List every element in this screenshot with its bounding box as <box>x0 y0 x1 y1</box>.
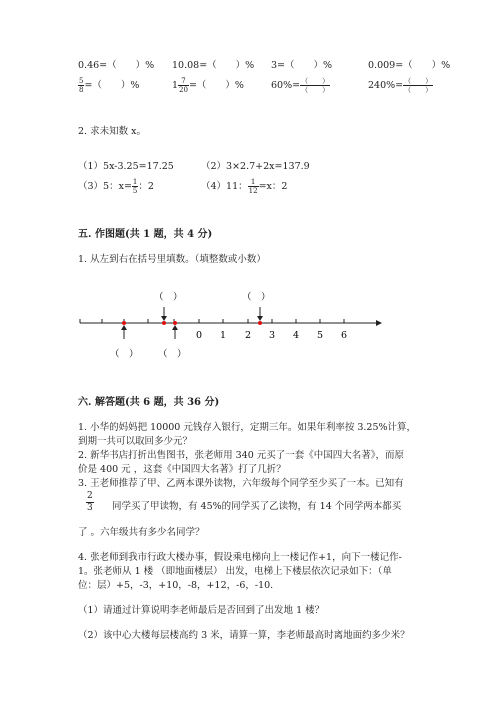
conversion-item: 3=（ ）% <box>271 60 333 71</box>
question-title: 2. 求未知数 x。 <box>78 126 146 137</box>
answer-blank: （ ） <box>242 292 271 303</box>
tick-label: 5 <box>316 330 324 341</box>
section-heading: 五. 作图题(共 1 题，共 4 分) <box>78 229 213 240</box>
equation: （1）5x-3.25=17.25 <box>78 161 174 172</box>
question-text: 到期一共可以取回多少元？ <box>78 436 193 447</box>
fraction-denominator: （ ） <box>404 86 433 94</box>
fraction-numerator: 2 <box>87 491 93 501</box>
fraction-numerator: 1 <box>132 178 138 186</box>
fraction <box>86 491 94 514</box>
conversion-item <box>78 77 139 94</box>
tick-label: 3 <box>268 330 276 341</box>
number-line-arrowhead <box>376 320 382 326</box>
fraction <box>178 77 189 94</box>
answer-blank: （ ） <box>158 349 187 360</box>
fraction-numerator: （ ） <box>301 77 330 85</box>
down-arrow-icon <box>161 316 167 321</box>
down-arrow-icon <box>257 316 263 321</box>
conversion-rest: =（ ）% <box>188 80 244 91</box>
equation-pre: （4）11： <box>201 181 248 192</box>
equation <box>201 178 287 195</box>
question-text: 位：层）+5，-3，+10，-8，+12，-6，-10. <box>78 580 274 591</box>
conversion-rest: =（ ）% <box>84 80 140 91</box>
conversion-item: 0.009=（ ）% <box>368 60 451 71</box>
equation-pre: （3）5：x= <box>78 181 132 192</box>
sub-question: （2）该中心大楼每层楼高约 3 米，请算一算，李老师最高时离地面约多少米？ <box>78 630 410 641</box>
fraction-numerator: 7 <box>178 77 189 86</box>
conversion-item <box>271 77 330 94</box>
red-point <box>122 321 126 325</box>
equation: （2）3×2.7+2x=137.9 <box>201 161 310 172</box>
conversion-item <box>368 77 433 94</box>
fraction-numerator: 5 <box>79 77 84 85</box>
equation-post: ：2 <box>138 181 154 192</box>
answer-blank: （ ） <box>154 292 183 303</box>
fraction-denominator: 5 <box>132 187 138 195</box>
fraction-denominator: 20 <box>179 86 188 94</box>
conversion-pre: 240%= <box>368 80 404 91</box>
red-point <box>162 321 166 325</box>
question-text: 2. 新华书店打折出售图书，张老师用 340 元买了一套《中国四大名著》，而原 <box>78 450 405 461</box>
tick-label: 6 <box>340 330 348 341</box>
red-point <box>258 321 262 325</box>
up-arrow-icon <box>172 325 178 330</box>
question-text: 1. 小华的妈妈把 10000 元钱存入银行，定期三年。如果年利率按 3.25%计算， <box>78 422 417 433</box>
fraction <box>248 178 259 195</box>
fraction <box>403 77 433 94</box>
tick-label: 4 <box>292 330 300 341</box>
tick-label: 0 <box>195 330 203 341</box>
fraction-denominator: （ ） <box>301 86 330 94</box>
fraction-numerator: 1 <box>248 178 259 187</box>
conversion-item: 0.46=（ ）% <box>78 60 155 71</box>
equation <box>78 178 154 195</box>
question-text: 了 。六年级共有多少名同学？ <box>78 527 205 538</box>
question-text: 同学买了甲读物，有 45%的同学买了乙读物，有 14 个同学两本都买 <box>112 501 402 512</box>
conversion-item <box>172 77 244 94</box>
question-text: 3. 王老师推荐了甲、乙两本课外读物，六年级每个同学至少买了一本。已知有 <box>78 478 404 489</box>
fraction-numerator: （ ） <box>404 77 433 85</box>
fraction-denominator: 12 <box>248 187 258 195</box>
red-point <box>173 321 177 325</box>
fraction-denominator: 3 <box>87 503 93 513</box>
mixed-whole: 1 <box>172 80 179 91</box>
section-heading: 六. 解答题(共 6 题，共 36 分) <box>78 397 220 408</box>
sub-question: （1）请通过计算说明李老师最后是否回到了出发地 1 楼？ <box>78 605 325 616</box>
question-text: 1。张老师从 1 楼 （即地面楼层） 出发，电梯上下楼层依次记录如下：（单 <box>78 566 392 577</box>
conversion-pre: 60%= <box>271 80 301 91</box>
number-line <box>78 285 388 365</box>
question-text: 价是 400 元 ，这套《中国四大名著》打了几折？ <box>78 464 286 475</box>
answer-blank: （ ） <box>110 349 139 360</box>
tick-label: 2 <box>244 330 252 341</box>
fraction <box>300 77 330 94</box>
question-text: 1. 从左到右在括号里填数。（填整数或小数） <box>78 254 266 265</box>
conversion-item: 10.08=（ ）% <box>172 60 255 71</box>
fraction-denominator: 8 <box>79 86 84 94</box>
tick-label: 1 <box>219 330 227 341</box>
equation-post: =x：2 <box>258 181 288 192</box>
up-arrow-icon <box>121 325 127 330</box>
question-text: 4. 张老师到我市行政大楼办事，假设乘电梯向上一楼记作+1，向下一楼记作- <box>78 552 402 563</box>
